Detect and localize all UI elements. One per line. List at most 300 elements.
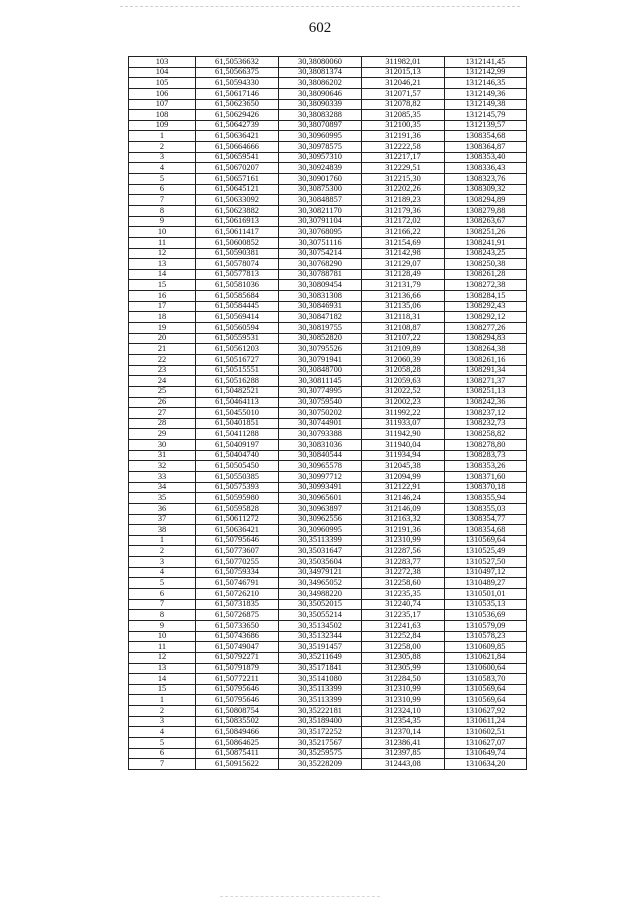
table-row <box>129 695 527 706</box>
point-number-cell: 2 <box>129 142 196 153</box>
x-coordinate-cell: 311934,94 <box>362 450 445 461</box>
latitude-cell: 61,50875411 <box>196 748 279 759</box>
longitude-cell: 30,34965052 <box>279 578 362 589</box>
table-row <box>129 88 527 99</box>
table-row <box>129 546 527 557</box>
x-coordinate-cell: 312109,89 <box>362 344 445 355</box>
latitude-cell: 61,50600852 <box>196 237 279 248</box>
point-number-cell: 36 <box>129 503 196 514</box>
point-number-cell: 4 <box>129 163 196 174</box>
point-number-cell: 16 <box>129 291 196 302</box>
latitude-cell: 61,50835502 <box>196 716 279 727</box>
table-row <box>129 269 527 280</box>
page-number: 602 <box>308 20 332 36</box>
point-number-cell: 15 <box>129 684 196 695</box>
table-row <box>129 503 527 514</box>
table-row <box>129 418 527 429</box>
point-number-cell: 103 <box>129 57 196 68</box>
y-coordinate-cell: 1310578,23 <box>445 631 527 642</box>
y-coordinate-cell: 1310536,69 <box>445 610 527 621</box>
point-number-cell: 104 <box>129 67 196 78</box>
y-coordinate-cell: 1310627,07 <box>445 738 527 749</box>
longitude-cell: 30,35113399 <box>279 535 362 546</box>
latitude-cell: 61,50795646 <box>196 695 279 706</box>
point-number-cell: 9 <box>129 216 196 227</box>
table-row <box>129 323 527 334</box>
x-coordinate-cell: 312060,39 <box>362 354 445 365</box>
point-number-cell: 14 <box>129 674 196 685</box>
x-coordinate-cell: 312217,17 <box>362 152 445 163</box>
point-number-cell: 7 <box>129 195 196 206</box>
longitude-cell: 30,30809454 <box>279 280 362 291</box>
latitude-cell: 61,50792271 <box>196 652 279 663</box>
table-row <box>129 386 527 397</box>
latitude-cell: 61,50611417 <box>196 227 279 238</box>
longitude-cell: 30,30965578 <box>279 461 362 472</box>
point-number-cell: 11 <box>129 237 196 248</box>
longitude-cell: 30,35171841 <box>279 663 362 674</box>
latitude-cell: 61,50401851 <box>196 418 279 429</box>
point-number-cell: 2 <box>129 706 196 717</box>
point-number-cell: 6 <box>129 184 196 195</box>
x-coordinate-cell: 312305,88 <box>362 652 445 663</box>
longitude-cell: 30,30754214 <box>279 248 362 259</box>
y-coordinate-cell: 1308272,38 <box>445 280 527 291</box>
y-coordinate-cell: 1308251,26 <box>445 227 527 238</box>
point-number-cell: 17 <box>129 301 196 312</box>
y-coordinate-cell: 1308261,28 <box>445 269 527 280</box>
table-row <box>129 567 527 578</box>
table-row <box>129 535 527 546</box>
latitude-cell: 61,50595828 <box>196 503 279 514</box>
x-coordinate-cell: 312163,32 <box>362 514 445 525</box>
table-row <box>129 642 527 653</box>
point-number-cell: 3 <box>129 557 196 568</box>
point-number-cell: 28 <box>129 418 196 429</box>
y-coordinate-cell: 1308258,82 <box>445 429 527 440</box>
y-coordinate-cell: 1308250,38 <box>445 259 527 270</box>
y-coordinate-cell: 1308354,77 <box>445 514 527 525</box>
x-coordinate-cell: 312146,24 <box>362 493 445 504</box>
longitude-cell: 30,30848700 <box>279 365 362 376</box>
latitude-cell: 61,50743686 <box>196 631 279 642</box>
point-number-cell: 1 <box>129 131 196 142</box>
point-number-cell: 13 <box>129 663 196 674</box>
latitude-cell: 61,50559531 <box>196 333 279 344</box>
latitude-cell: 61,50550385 <box>196 471 279 482</box>
y-coordinate-cell: 1312149,36 <box>445 88 527 99</box>
coordinates-table <box>128 56 527 770</box>
x-coordinate-cell: 312191,36 <box>362 131 445 142</box>
point-number-cell: 109 <box>129 120 196 131</box>
y-coordinate-cell: 1310583,70 <box>445 674 527 685</box>
y-coordinate-cell: 1308354,68 <box>445 131 527 142</box>
table-row <box>129 216 527 227</box>
y-coordinate-cell: 1308284,15 <box>445 291 527 302</box>
longitude-cell: 30,35191457 <box>279 642 362 653</box>
x-coordinate-cell: 312443,08 <box>362 759 445 770</box>
longitude-cell: 30,30848857 <box>279 195 362 206</box>
table-row <box>129 110 527 121</box>
y-coordinate-cell: 1308354,68 <box>445 525 527 536</box>
table-row <box>129 344 527 355</box>
x-coordinate-cell: 312235,17 <box>362 610 445 621</box>
y-coordinate-cell: 1308271,37 <box>445 376 527 387</box>
longitude-cell: 30,30791104 <box>279 216 362 227</box>
y-coordinate-cell: 1308263,67 <box>445 216 527 227</box>
longitude-cell: 30,35141080 <box>279 674 362 685</box>
point-number-cell: 15 <box>129 280 196 291</box>
x-coordinate-cell: 312146,09 <box>362 503 445 514</box>
x-coordinate-cell: 312100,35 <box>362 120 445 131</box>
y-coordinate-cell: 1310489,27 <box>445 578 527 589</box>
x-coordinate-cell: 312128,49 <box>362 269 445 280</box>
table-row <box>129 557 527 568</box>
y-coordinate-cell: 1310527,50 <box>445 557 527 568</box>
point-number-cell: 27 <box>129 408 196 419</box>
y-coordinate-cell: 1310611,24 <box>445 716 527 727</box>
latitude-cell: 61,50536632 <box>196 57 279 68</box>
x-coordinate-cell: 311982,01 <box>362 57 445 68</box>
latitude-cell: 61,50623882 <box>196 205 279 216</box>
point-number-cell: 30 <box>129 440 196 451</box>
point-number-cell: 22 <box>129 354 196 365</box>
point-number-cell: 20 <box>129 333 196 344</box>
y-coordinate-cell: 1308292,12 <box>445 312 527 323</box>
table-row <box>129 652 527 663</box>
y-coordinate-cell: 1310600,64 <box>445 663 527 674</box>
latitude-cell: 61,50516727 <box>196 354 279 365</box>
point-number-cell: 37 <box>129 514 196 525</box>
point-number-cell: 106 <box>129 88 196 99</box>
bottom-scan-rule <box>220 896 380 897</box>
x-coordinate-cell: 312386,41 <box>362 738 445 749</box>
longitude-cell: 30,35052015 <box>279 599 362 610</box>
longitude-cell: 30,35132344 <box>279 631 362 642</box>
latitude-cell: 61,50629426 <box>196 110 279 121</box>
x-coordinate-cell: 312022,52 <box>362 386 445 397</box>
y-coordinate-cell: 1310569,64 <box>445 695 527 706</box>
x-coordinate-cell: 312370,14 <box>362 727 445 738</box>
point-number-cell: 13 <box>129 259 196 270</box>
latitude-cell: 61,50616913 <box>196 216 279 227</box>
longitude-cell: 30,35189400 <box>279 716 362 727</box>
latitude-cell: 61,50746791 <box>196 578 279 589</box>
longitude-cell: 30,30795526 <box>279 344 362 355</box>
point-number-cell: 1 <box>129 695 196 706</box>
latitude-cell: 61,50645121 <box>196 184 279 195</box>
longitude-cell: 30,35035604 <box>279 557 362 568</box>
point-number-cell: 8 <box>129 205 196 216</box>
table-row <box>129 99 527 110</box>
latitude-cell: 61,50864625 <box>196 738 279 749</box>
x-coordinate-cell: 312002,23 <box>362 397 445 408</box>
x-coordinate-cell: 312015,13 <box>362 67 445 78</box>
table-row <box>129 163 527 174</box>
y-coordinate-cell: 1308242,36 <box>445 397 527 408</box>
x-coordinate-cell: 312310,99 <box>362 684 445 695</box>
point-number-cell: 29 <box>129 429 196 440</box>
table-row <box>129 493 527 504</box>
longitude-cell: 30,35228209 <box>279 759 362 770</box>
point-number-cell: 108 <box>129 110 196 121</box>
latitude-cell: 61,50594330 <box>196 78 279 89</box>
y-coordinate-cell: 1308291,34 <box>445 365 527 376</box>
table-row <box>129 152 527 163</box>
x-coordinate-cell: 312172,02 <box>362 216 445 227</box>
table-row <box>129 620 527 631</box>
longitude-cell: 30,35172252 <box>279 727 362 738</box>
longitude-cell: 30,38083288 <box>279 110 362 121</box>
table-row <box>129 333 527 344</box>
table-row <box>129 674 527 685</box>
y-coordinate-cell: 1310501,01 <box>445 589 527 600</box>
x-coordinate-cell: 312136,66 <box>362 291 445 302</box>
longitude-cell: 30,30831036 <box>279 440 362 451</box>
latitude-cell: 61,50566375 <box>196 67 279 78</box>
longitude-cell: 30,35211649 <box>279 652 362 663</box>
latitude-cell: 61,50482521 <box>196 386 279 397</box>
x-coordinate-cell: 312310,99 <box>362 535 445 546</box>
latitude-cell: 61,50659541 <box>196 152 279 163</box>
longitude-cell: 30,38090339 <box>279 99 362 110</box>
longitude-cell: 30,35134502 <box>279 620 362 631</box>
latitude-cell: 61,50636421 <box>196 131 279 142</box>
latitude-cell: 61,50915622 <box>196 759 279 770</box>
table-row <box>129 237 527 248</box>
table-row <box>129 312 527 323</box>
latitude-cell: 61,50404740 <box>196 450 279 461</box>
table-row <box>129 578 527 589</box>
x-coordinate-cell: 312078,82 <box>362 99 445 110</box>
latitude-cell: 61,50617146 <box>196 88 279 99</box>
point-number-cell: 23 <box>129 365 196 376</box>
latitude-cell: 61,50584445 <box>196 301 279 312</box>
y-coordinate-cell: 1312146,35 <box>445 78 527 89</box>
longitude-cell: 30,35222181 <box>279 706 362 717</box>
x-coordinate-cell: 312129,07 <box>362 259 445 270</box>
table-row <box>129 589 527 600</box>
longitude-cell: 30,35113399 <box>279 695 362 706</box>
y-coordinate-cell: 1308353,40 <box>445 152 527 163</box>
y-coordinate-cell: 1310525,49 <box>445 546 527 557</box>
y-coordinate-cell: 1308241,91 <box>445 237 527 248</box>
x-coordinate-cell: 312179,36 <box>362 205 445 216</box>
latitude-cell: 61,50409197 <box>196 440 279 451</box>
x-coordinate-cell: 311992,22 <box>362 408 445 419</box>
y-coordinate-cell: 1308251,13 <box>445 386 527 397</box>
coordinates-table-body <box>129 57 527 770</box>
table-row <box>129 354 527 365</box>
point-number-cell: 6 <box>129 589 196 600</box>
x-coordinate-cell: 312189,23 <box>362 195 445 206</box>
point-number-cell: 3 <box>129 716 196 727</box>
latitude-cell: 61,50581036 <box>196 280 279 291</box>
y-coordinate-cell: 1310569,64 <box>445 684 527 695</box>
latitude-cell: 61,50595980 <box>196 493 279 504</box>
y-coordinate-cell: 1308355,03 <box>445 503 527 514</box>
longitude-cell: 30,30788781 <box>279 269 362 280</box>
x-coordinate-cell: 312131,79 <box>362 280 445 291</box>
x-coordinate-cell: 312222,58 <box>362 142 445 153</box>
longitude-cell: 30,30852820 <box>279 333 362 344</box>
longitude-cell: 30,34979121 <box>279 567 362 578</box>
table-row <box>129 291 527 302</box>
longitude-cell: 30,30965601 <box>279 493 362 504</box>
longitude-cell: 30,38070897 <box>279 120 362 131</box>
longitude-cell: 30,30997712 <box>279 471 362 482</box>
x-coordinate-cell: 312135,06 <box>362 301 445 312</box>
latitude-cell: 61,50561203 <box>196 344 279 355</box>
x-coordinate-cell: 312229,51 <box>362 163 445 174</box>
table-row <box>129 610 527 621</box>
latitude-cell: 61,50611272 <box>196 514 279 525</box>
table-row <box>129 78 527 89</box>
x-coordinate-cell: 312085,35 <box>362 110 445 121</box>
y-coordinate-cell: 1312139,57 <box>445 120 527 131</box>
point-number-cell: 5 <box>129 738 196 749</box>
x-coordinate-cell: 312059,63 <box>362 376 445 387</box>
point-number-cell: 10 <box>129 631 196 642</box>
longitude-cell: 30,30791941 <box>279 354 362 365</box>
table-row <box>129 131 527 142</box>
table-row <box>129 376 527 387</box>
x-coordinate-cell: 312046,21 <box>362 78 445 89</box>
table-row <box>129 684 527 695</box>
longitude-cell: 30,35259575 <box>279 748 362 759</box>
x-coordinate-cell: 312324,10 <box>362 706 445 717</box>
latitude-cell: 61,50770255 <box>196 557 279 568</box>
table-row <box>129 301 527 312</box>
longitude-cell: 30,34988220 <box>279 589 362 600</box>
table-row <box>129 599 527 610</box>
y-coordinate-cell: 1310569,64 <box>445 535 527 546</box>
longitude-cell: 30,30819755 <box>279 323 362 334</box>
latitude-cell: 61,50623650 <box>196 99 279 110</box>
longitude-cell: 30,35113399 <box>279 684 362 695</box>
point-number-cell: 5 <box>129 174 196 185</box>
latitude-cell: 61,50795646 <box>196 684 279 695</box>
latitude-cell: 61,50759334 <box>196 567 279 578</box>
table-row <box>129 259 527 270</box>
point-number-cell: 12 <box>129 248 196 259</box>
longitude-cell: 30,30750202 <box>279 408 362 419</box>
y-coordinate-cell: 1308261,16 <box>445 354 527 365</box>
x-coordinate-cell: 312240,74 <box>362 599 445 610</box>
point-number-cell: 32 <box>129 461 196 472</box>
latitude-cell: 61,50585684 <box>196 291 279 302</box>
y-coordinate-cell: 1308277,26 <box>445 323 527 334</box>
latitude-cell: 61,50808754 <box>196 706 279 717</box>
point-number-cell: 6 <box>129 748 196 759</box>
point-number-cell: 10 <box>129 227 196 238</box>
y-coordinate-cell: 1308283,73 <box>445 450 527 461</box>
table-row <box>129 429 527 440</box>
longitude-cell: 30,30924839 <box>279 163 362 174</box>
point-number-cell: 7 <box>129 759 196 770</box>
longitude-cell: 30,30875300 <box>279 184 362 195</box>
point-number-cell: 24 <box>129 376 196 387</box>
longitude-cell: 30,30768095 <box>279 227 362 238</box>
point-number-cell: 7 <box>129 599 196 610</box>
longitude-cell: 30,30957310 <box>279 152 362 163</box>
latitude-cell: 61,50569414 <box>196 312 279 323</box>
longitude-cell: 30,30901760 <box>279 174 362 185</box>
y-coordinate-cell: 1308294,89 <box>445 195 527 206</box>
table-row <box>129 397 527 408</box>
x-coordinate-cell: 312215,30 <box>362 174 445 185</box>
table-row <box>129 738 527 749</box>
y-coordinate-cell: 1310649,74 <box>445 748 527 759</box>
table-row <box>129 365 527 376</box>
latitude-cell: 61,50590381 <box>196 248 279 259</box>
point-number-cell: 31 <box>129 450 196 461</box>
longitude-cell: 30,38081374 <box>279 67 362 78</box>
longitude-cell: 30,35031647 <box>279 546 362 557</box>
x-coordinate-cell: 312235,35 <box>362 589 445 600</box>
longitude-cell: 30,38086202 <box>279 78 362 89</box>
longitude-cell: 30,30831308 <box>279 291 362 302</box>
longitude-cell: 30,30744901 <box>279 418 362 429</box>
y-coordinate-cell: 1308323,76 <box>445 174 527 185</box>
table-row <box>129 248 527 259</box>
point-number-cell: 105 <box>129 78 196 89</box>
latitude-cell: 61,50664666 <box>196 142 279 153</box>
latitude-cell: 61,50575393 <box>196 482 279 493</box>
x-coordinate-cell: 312154,69 <box>362 237 445 248</box>
y-coordinate-cell: 1308371,60 <box>445 471 527 482</box>
y-coordinate-cell: 1312145,79 <box>445 110 527 121</box>
longitude-cell: 30,35217567 <box>279 738 362 749</box>
table-row <box>129 408 527 419</box>
y-coordinate-cell: 1312149,38 <box>445 99 527 110</box>
longitude-cell: 30,38080060 <box>279 57 362 68</box>
longitude-cell: 30,38090646 <box>279 88 362 99</box>
latitude-cell: 61,50455010 <box>196 408 279 419</box>
y-coordinate-cell: 1308370,18 <box>445 482 527 493</box>
latitude-cell: 61,50731835 <box>196 599 279 610</box>
x-coordinate-cell: 312252,84 <box>362 631 445 642</box>
x-coordinate-cell: 311942,90 <box>362 429 445 440</box>
x-coordinate-cell: 312191,36 <box>362 525 445 536</box>
longitude-cell: 30,30993491 <box>279 482 362 493</box>
x-coordinate-cell: 312107,22 <box>362 333 445 344</box>
table-row <box>129 142 527 153</box>
table-row <box>129 525 527 536</box>
y-coordinate-cell: 1308243,25 <box>445 248 527 259</box>
x-coordinate-cell: 311933,07 <box>362 418 445 429</box>
x-coordinate-cell: 312287,56 <box>362 546 445 557</box>
point-number-cell: 1 <box>129 535 196 546</box>
x-coordinate-cell: 312118,31 <box>362 312 445 323</box>
table-row <box>129 514 527 525</box>
y-coordinate-cell: 1312141,45 <box>445 57 527 68</box>
latitude-cell: 61,50636421 <box>196 525 279 536</box>
table-row <box>129 227 527 238</box>
point-number-cell: 25 <box>129 386 196 397</box>
table-row <box>129 663 527 674</box>
table-row <box>129 174 527 185</box>
x-coordinate-cell: 312202,26 <box>362 184 445 195</box>
longitude-cell: 30,30811145 <box>279 376 362 387</box>
table-row <box>129 727 527 738</box>
x-coordinate-cell: 312045,38 <box>362 461 445 472</box>
x-coordinate-cell: 312305,99 <box>362 663 445 674</box>
longitude-cell: 30,30759540 <box>279 397 362 408</box>
x-coordinate-cell: 312354,35 <box>362 716 445 727</box>
table-row <box>129 631 527 642</box>
table-row <box>129 759 527 770</box>
